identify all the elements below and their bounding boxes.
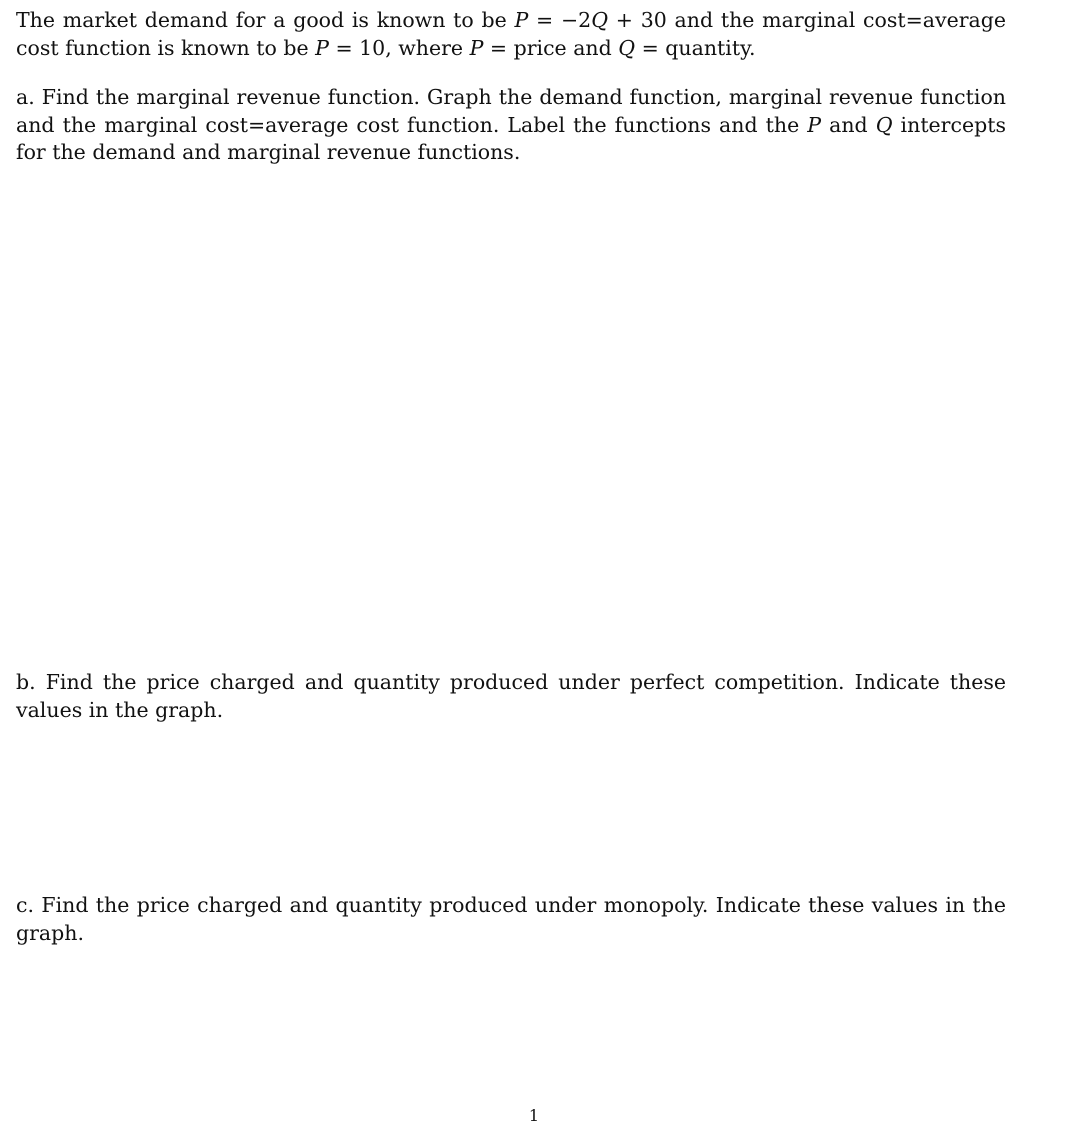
question-a — [16, 84, 1006, 167]
intro-text-2: and the marginal cost=average cost function is known to be — [16, 8, 1007, 60]
page-number: 1 — [528, 1106, 540, 1125]
question-b: b. Find the price charged and quantity produced under perfect competition. Indicate these values in the graph. — [16, 670, 1006, 722]
demand-price-variable: P — [514, 8, 529, 32]
question-c: c. Find the price charged and quantity produced under monopoly. Indicate these values in the graph. — [16, 893, 1006, 945]
question-a-quantity-variable: Q — [875, 112, 893, 137]
definition-price-text: = price and — [483, 35, 619, 60]
question-a-text-2: intercepts for the demand and marginal revenue functions. — [16, 112, 1006, 164]
question-a-text-1: a. Find the marginal revenue function. Graph the demand function, marginal revenue function and the marginal cost=average cost function. Label the functions and the — [16, 85, 1006, 137]
definition-quantity-variable: Q — [618, 35, 636, 60]
problem-statement — [16, 7, 1006, 62]
cost-price-variable: P — [315, 35, 329, 60]
definition-quantity-text: = quantity. — [635, 35, 756, 60]
question-a-price-variable: P — [807, 112, 822, 137]
demand-quantity-variable: Q — [591, 8, 609, 32]
question-a-conjunction: and — [821, 112, 876, 137]
demand-equation-constant: + 30 — [608, 8, 667, 32]
cost-equation-value: = 10, where — [328, 35, 470, 60]
definition-price-variable: P — [469, 35, 484, 60]
intro-text-1: The market demand for a good is known to be — [16, 8, 515, 32]
demand-equation-coefficient: = −2 — [528, 8, 592, 32]
